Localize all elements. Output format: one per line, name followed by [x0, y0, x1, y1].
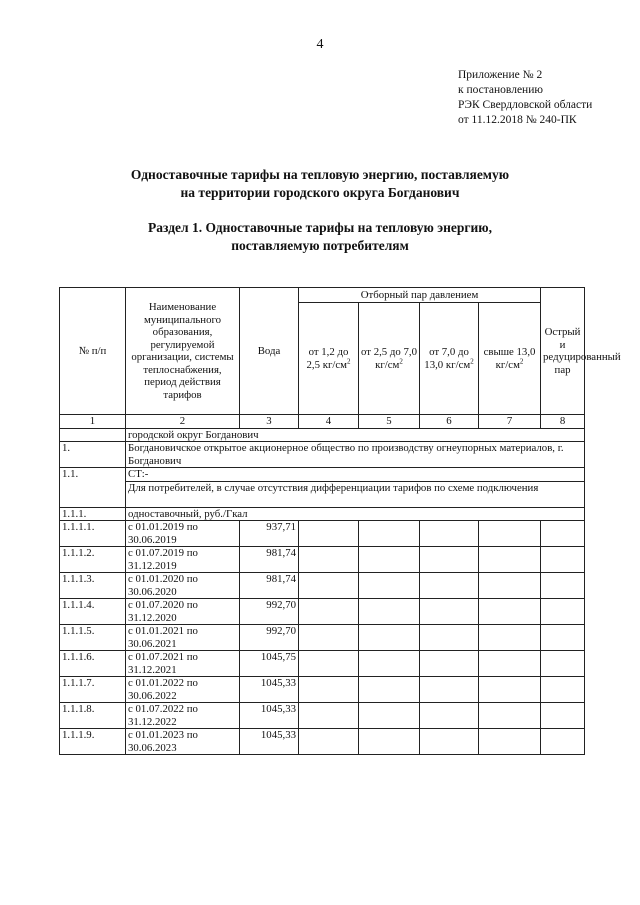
- tariff-row-period: с 01.01.2021 по 30.06.2021: [126, 625, 240, 651]
- tariff-row-empty-cell: [299, 651, 359, 677]
- tariff-row-water-value: 992,70: [240, 625, 299, 651]
- tariff-row: [60, 703, 585, 729]
- tariff-row-empty-cell: [359, 703, 420, 729]
- tariff-row-empty-cell: [359, 651, 420, 677]
- header-num: № п/п: [60, 288, 126, 415]
- organization-name: Богдановичское открытое акционерное общество по производству огнеупорных материалов, г. Богданович: [126, 442, 585, 468]
- rate-name: одноставочный, руб./Гкал: [126, 507, 585, 521]
- tariff-row-num: 1.1.1.4.: [60, 599, 126, 625]
- tariff-row-empty-cell: [420, 651, 479, 677]
- title-line: Одноставочные тарифы на тепловую энергию, поставляемую: [130, 167, 510, 182]
- appendix-line: от 11.12.2018 № 240-ПК: [458, 114, 577, 126]
- tariff-row-empty-cell: [479, 677, 541, 703]
- header-pressure-1: от 1,2 до 2,5 $кг/см^2$: [299, 303, 359, 415]
- tariff-row-period: с 01.01.2019 по 30.06.2019: [126, 521, 240, 547]
- tariff-row-period: с 01.01.2023 по 30.06.2023: [126, 729, 240, 755]
- header-sharp-steam: Острый и редуцированный пар: [541, 288, 585, 415]
- tariff-row-num: 1.1.1.1.: [60, 521, 126, 547]
- tariff-row-empty-cell: [420, 625, 479, 651]
- tariff-row-num: 1.1.1.2.: [60, 547, 126, 573]
- tariff-row-empty-cell: [479, 625, 541, 651]
- tariff-row-empty-cell: [299, 521, 359, 547]
- tariff-row: [60, 521, 585, 547]
- column-number: 6: [420, 415, 479, 429]
- tariff-row-empty-cell: [541, 573, 585, 599]
- tariff-row-period: с 01.07.2022 по 31.12.2022: [126, 703, 240, 729]
- tariff-row-empty-cell: [299, 625, 359, 651]
- tariff-row-empty-cell: [420, 521, 479, 547]
- header-water: Вода: [240, 288, 299, 415]
- appendix-block: [458, 68, 592, 128]
- tariff-row-empty-cell: [359, 599, 420, 625]
- tariff-row: [60, 547, 585, 573]
- header-pressure-2: от 2,5 до 7,0 $кг/см^2$: [359, 303, 420, 415]
- tariff-row-empty-cell: [359, 677, 420, 703]
- tariff-row-empty-cell: [541, 729, 585, 755]
- tariff-row-water-value: 1045,33: [240, 729, 299, 755]
- tariff-row: [60, 599, 585, 625]
- tariff-row-empty-cell: [420, 599, 479, 625]
- tariff-row-empty-cell: [479, 729, 541, 755]
- tariff-row-empty-cell: [479, 599, 541, 625]
- tariff-row-water-value: 1045,75: [240, 651, 299, 677]
- tariff-row-empty-cell: [299, 703, 359, 729]
- column-number: 5: [359, 415, 420, 429]
- system-name: СТ:-: [126, 468, 585, 482]
- tariff-row-empty-cell: [299, 677, 359, 703]
- rate-type-row: [60, 507, 585, 521]
- tariff-row-period: с 01.01.2022 по 30.06.2022: [126, 677, 240, 703]
- tariff-row-num: 1.1.1.7.: [60, 677, 126, 703]
- appendix-line: Приложение № 2: [458, 69, 543, 81]
- tariff-row-num: 1.1.1.8.: [60, 703, 126, 729]
- tariff-row-empty-cell: [359, 573, 420, 599]
- tariff-row-empty-cell: [420, 573, 479, 599]
- tariff-row-empty-cell: [541, 651, 585, 677]
- tariff-row-empty-cell: [479, 703, 541, 729]
- tariff-row-num: 1.1.1.9.: [60, 729, 126, 755]
- section-line: поставляемую потребителям: [231, 238, 409, 253]
- municipality-name: городской округ Богданович: [126, 428, 585, 442]
- rate-num: 1.1.1.: [60, 507, 126, 521]
- tariff-row-empty-cell: [479, 573, 541, 599]
- system-row: [60, 468, 585, 482]
- tariff-row-empty-cell: [541, 703, 585, 729]
- municipality-row: [60, 428, 585, 442]
- tariff-row-empty-cell: [299, 599, 359, 625]
- tariff-row-empty-cell: [420, 547, 479, 573]
- tariff-row-empty-cell: [359, 521, 420, 547]
- consumers-note: Для потребителей, в случае отсутствия дифференциации тарифов по схеме подключения: [126, 481, 585, 507]
- column-numbers-row: [60, 415, 585, 429]
- tariff-row-water-value: 937,71: [240, 521, 299, 547]
- tariff-row-water-value: 992,70: [240, 599, 299, 625]
- tariff-row-empty-cell: [420, 703, 479, 729]
- tariff-row-period: с 01.01.2020 по 30.06.2020: [126, 573, 240, 599]
- header-steam-group: Отборный пар давлением: [299, 288, 541, 303]
- header-pressure-4: свыше 13,0 $кг/см^2$: [479, 303, 541, 415]
- column-number: 1: [60, 415, 126, 429]
- tariff-row-empty-cell: [299, 573, 359, 599]
- tariff-row-period: с 01.07.2020 по 31.12.2020: [126, 599, 240, 625]
- consumers-note-row: [60, 481, 585, 507]
- tariff-row-empty-cell: [541, 599, 585, 625]
- tariff-table: [59, 287, 621, 755]
- tariff-row-empty-cell: [299, 729, 359, 755]
- tariff-row: [60, 677, 585, 703]
- tariff-row: [60, 651, 585, 677]
- column-number: 7: [479, 415, 541, 429]
- tariff-row-empty-cell: [541, 547, 585, 573]
- tariff-row-empty-cell: [479, 521, 541, 547]
- page-number: 4: [316, 37, 324, 52]
- column-number: 3: [240, 415, 299, 429]
- tariff-row-empty-cell: [541, 521, 585, 547]
- column-number: 8: [541, 415, 585, 429]
- tariff-row-water-value: 1045,33: [240, 703, 299, 729]
- appendix-line: к постановлению: [458, 84, 543, 96]
- column-number: 2: [126, 415, 240, 429]
- tariff-row-empty-cell: [420, 677, 479, 703]
- tariff-row-empty-cell: [299, 547, 359, 573]
- tariff-row-empty-cell: [479, 547, 541, 573]
- system-num: 1.1.: [60, 468, 126, 508]
- title-line: на территории городского округа Богданович: [180, 185, 460, 200]
- tariff-row-empty-cell: [420, 729, 479, 755]
- tariff-row-water-value: 981,74: [240, 547, 299, 573]
- tariff-row-empty-cell: [479, 651, 541, 677]
- section-line: Раздел 1. Одноставочные тарифы на тепловую энергию,: [148, 220, 492, 235]
- document-title: [0, 166, 640, 202]
- tariff-row-empty-cell: [359, 729, 420, 755]
- organization-row: [60, 442, 585, 468]
- tariff-row-water-value: 981,74: [240, 573, 299, 599]
- header-name: Наименование муниципального образования, регулируемой организации, системы теплоснабжения, период действия тарифов: [126, 288, 240, 415]
- tariff-row-num: 1.1.1.3.: [60, 573, 126, 599]
- organization-num: 1.: [60, 442, 126, 468]
- tariff-row-period: с 01.07.2019 по 31.12.2019: [126, 547, 240, 573]
- tariff-row-num: 1.1.1.6.: [60, 651, 126, 677]
- tariff-row-water-value: 1045,33: [240, 677, 299, 703]
- tariff-row: [60, 729, 585, 755]
- tariff-row-empty-cell: [541, 677, 585, 703]
- tariff-row-empty-cell: [359, 547, 420, 573]
- appendix-line: РЭК Свердловской области: [458, 99, 593, 111]
- tariff-row-empty-cell: [359, 625, 420, 651]
- tariff-row-num: 1.1.1.5.: [60, 625, 126, 651]
- tariff-row-period: с 01.07.2021 по 31.12.2021: [126, 651, 240, 677]
- header-pressure-3: от 7,0 до 13,0 $кг/см^2$: [420, 303, 479, 415]
- section-title: [0, 219, 640, 255]
- column-number: 4: [299, 415, 359, 429]
- tariff-row: [60, 573, 585, 599]
- tariff-row-empty-cell: [541, 625, 585, 651]
- tariff-row: [60, 625, 585, 651]
